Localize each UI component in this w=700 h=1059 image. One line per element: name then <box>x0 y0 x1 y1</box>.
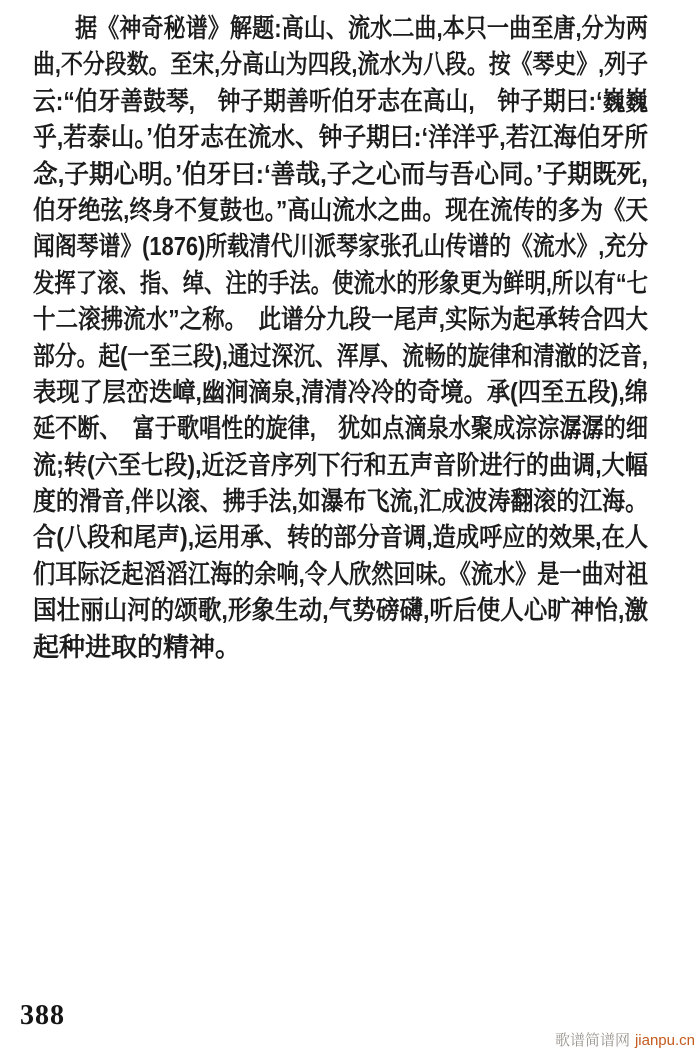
paragraph-line <box>33 265 648 301</box>
paragraph-line-text: 念,子期心明。’伯牙曰:‘善哉,子之心而与吾心同。’子期既死, <box>33 158 648 189</box>
paragraph-line-text: 流;转(六至七段),近泛音序列下行和五声音阶进行的曲调,大幅 <box>33 449 648 480</box>
paragraph-line <box>33 46 648 82</box>
watermark-site-name: 歌谱简谱网 <box>554 1032 630 1049</box>
paragraph-line-text: 部分。起(一至三段),通过深沉、浑厚、流畅的旋律和清澈的泛音, <box>33 340 648 371</box>
paragraph-line-text: 云:“伯牙善鼓琴, 钟子期善听伯牙志在高山, 钟子期曰:‘巍巍 <box>33 85 649 116</box>
paragraph-line <box>33 519 648 555</box>
paragraph-line-text: 们耳际泛起滔滔江海的余响,令人欣然回味。《流水》是一曲对祖 <box>33 558 648 589</box>
paragraph-line <box>33 374 648 410</box>
paragraph-line <box>33 228 648 264</box>
paragraph-line <box>33 592 648 628</box>
paragraph-line <box>33 10 648 46</box>
paragraph-line-text: 据《神奇秘谱》解题:高山、流水二曲,本只一曲至唐,分为两 <box>75 13 649 43</box>
paragraph-line-text: 发挥了滚、指、绰、注的手法。使流水的形象更为鲜明,所以有“七 <box>33 267 648 298</box>
paragraph-line-text: 伯牙绝弦,终身不复鼓也。”高山流水之曲。现在流传的多为《天 <box>33 194 648 225</box>
paragraph-line <box>33 119 648 155</box>
paragraph-line-text: 表现了层峦迭嶂,幽涧滴泉,清清冷冷的奇境。承(四至五段),绵 <box>33 376 649 407</box>
paragraph-line <box>33 483 648 519</box>
paragraph-line <box>33 83 648 119</box>
paragraph-line <box>33 410 648 446</box>
site-watermark <box>555 1029 695 1050</box>
paragraph-line <box>33 629 648 665</box>
paragraph-line-text: 度的滑音,伴以滚、拂手法,如瀑布飞流,汇成波涛翻滚的江海。 <box>33 486 648 517</box>
paragraph-line-text: 曲,不分段数。至宋,分高山为四段,流水为八段。按《琴史》,列子 <box>33 49 648 80</box>
paragraph-line-text: 闻阁琴谱》(1876)所载清代川派琴家张孔山传谱的《流水》,充分 <box>33 231 648 262</box>
paragraph-line-text: 延不断、 富于歌唱性的旋律, 犹如点滴泉水聚成淙淙潺潺的细 <box>33 413 648 444</box>
paragraph-line <box>33 338 648 374</box>
paragraph-line-text: 国壮丽山河的颂歌,形象生动,气势磅礴,听后使人心旷神怡,激 <box>33 595 649 626</box>
paragraph-line-text: 起种进取的精神。 <box>33 631 242 662</box>
watermark-site-url: jianpu.cn <box>634 1032 695 1049</box>
body-paragraph <box>33 10 648 665</box>
paragraph-line <box>33 156 648 192</box>
paragraph-line-text: 十二滚拂流水”之称。 此谱分九段一尾声,实际为起承转合四大 <box>33 304 648 335</box>
paragraph-line-text: 合(八段和尾声),运用承、转的部分音调,造成呼应的效果,在人 <box>33 522 649 553</box>
paragraph-line <box>33 447 648 483</box>
page-number: 388 <box>20 1000 65 1031</box>
paragraph-line <box>33 192 648 228</box>
paragraph-line <box>33 556 648 592</box>
paragraph-line-text: 乎,若泰山。’伯牙志在流水、钟子期曰:‘洋洋乎,若江海伯牙所 <box>33 122 648 153</box>
paragraph-line <box>33 301 648 337</box>
